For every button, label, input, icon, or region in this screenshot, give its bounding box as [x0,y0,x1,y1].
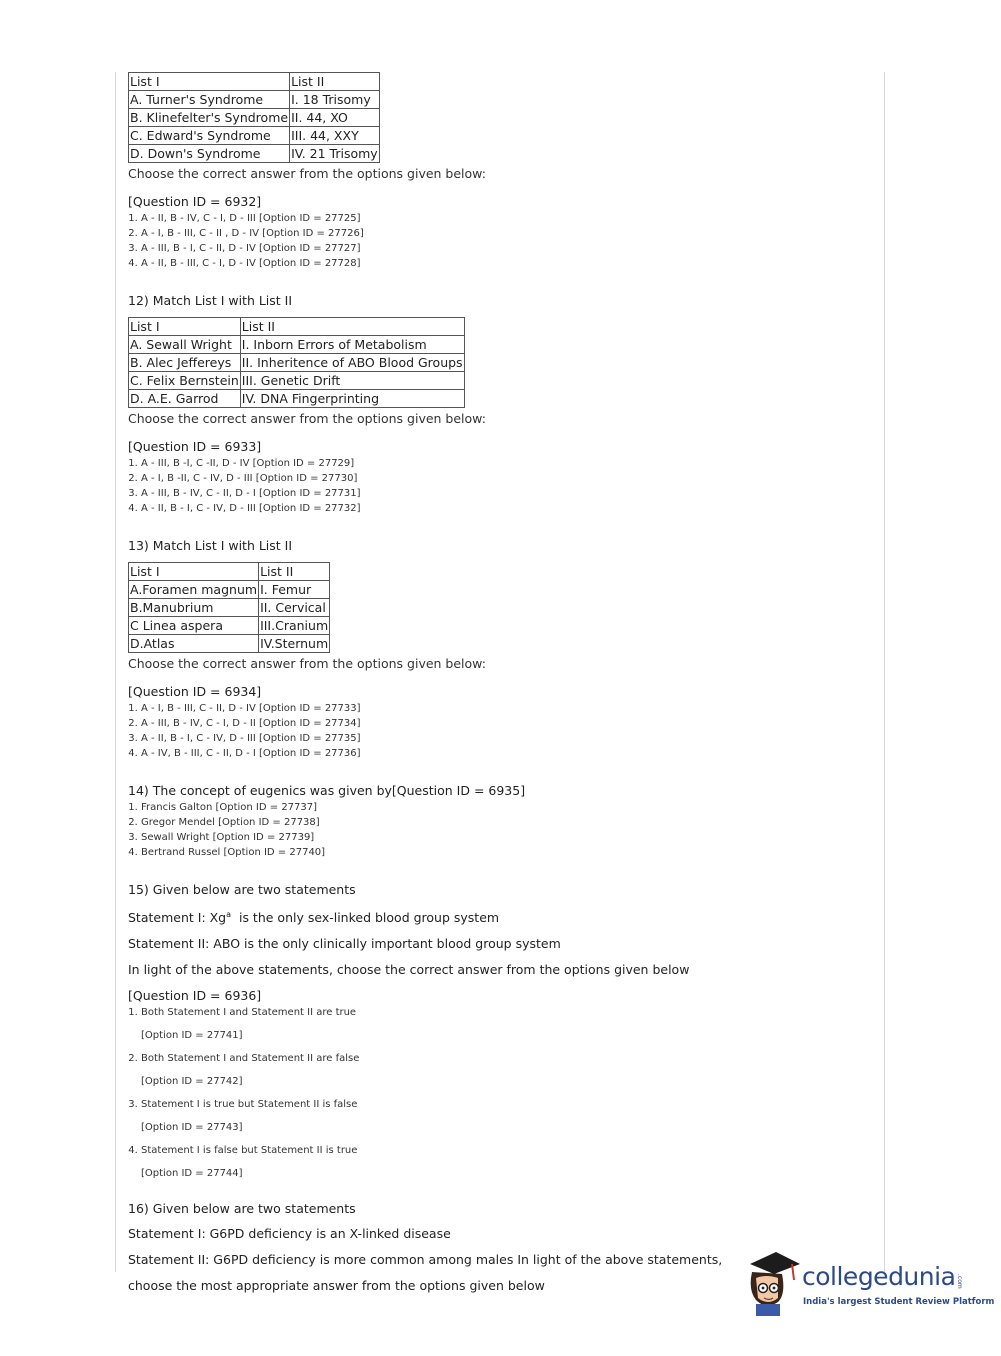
option-item: 4. A - II, B - III, C - I, D - IV [Option ID = 27728] [141,256,874,271]
table-cell: D. A.E. Garrod [129,390,241,408]
option-item [141,1097,874,1135]
table-row [129,145,380,163]
table-cell: II. Inheritence of ABO Blood Groups [241,355,463,370]
q12-choose-instruction: Choose the correct answer from the options given below: [128,411,486,426]
table-cell: B.Manubrium [129,599,259,617]
q11-choose-instruction: Choose the correct answer from the options given below: [128,166,486,181]
option-item: 3. Sewall Wright [Option ID = 27739] [141,830,874,845]
q15-instruction: In light of the above statements, choose the correct answer from the options given below [128,962,690,978]
option-text: Both Statement I and Statement II are true [141,1007,357,1019]
table-cell: IV.Sternum [260,636,329,651]
q15-statement-2: Statement II: ABO is the only clinically important blood group system [128,936,561,952]
option-item [141,1005,874,1043]
q11-match-table [128,72,380,163]
table-cell: List II [240,318,464,336]
option-text: Both Statement I and Statement II are false [141,1053,360,1065]
q11-options [124,211,874,271]
table-cell: I. 18 Trisomy [290,91,380,109]
table-cell: III.Cranium [260,618,329,633]
q16-statement-2: Statement II: G6PD deficiency is more common among males In light of the above statements, [128,1252,723,1268]
q16-statement-3: choose the most appropriate answer from the options given below [128,1278,545,1294]
table-row [129,318,465,336]
table-cell: IV. 21 Trisomy [291,146,378,161]
document-content [124,72,874,1304]
page-left-rule [115,72,116,1272]
option-text: Statement I is false but Statement II is true [141,1145,358,1157]
q11-question-id: [Question ID = 6932] [128,194,262,209]
table-cell: List II [259,563,330,581]
option-item: 1. A - II, B - IV, C - I, D - III [Option ID = 27725] [141,211,874,226]
option-id: [Option ID = 27742] [141,1076,243,1088]
q13-choose-instruction: Choose the correct answer from the options given below: [128,656,486,671]
table-cell: III. 44, XXY [290,127,380,145]
table-cell: C. Edward's Syndrome [129,127,290,145]
table-row [129,73,380,91]
table-cell: A.Foramen magnum [130,582,258,597]
table-row [129,336,465,354]
q13-match-table [128,562,330,653]
table-cell: IV. DNA Fingerprinting [240,390,464,408]
q12-match-table [128,317,465,408]
mascot-icon [742,1250,802,1320]
page-right-rule [884,72,885,1272]
option-item: 1. A - III, B -I, C -II, D - IV [Option ID = 27729] [141,456,874,471]
option-text: Statement I is true but Statement II is false [141,1099,358,1111]
option-item: 3. A - III, B - I, C - II, D - IV [Option ID = 27727] [141,241,874,256]
option-item: 3. A - II, B - I, C - IV, D - III [Option ID = 27735] [141,731,874,746]
option-item: 2. A - I, B -II, C - IV, D - III [Option ID = 27730] [141,471,874,486]
option-id: [Option ID = 27741] [141,1030,243,1042]
option-item: 2. Gregor Mendel [Option ID = 27738] [141,815,874,830]
table-cell: List I [129,318,241,336]
table-row [129,581,330,599]
table-cell: D. Down's Syndrome [129,145,290,163]
table-row [129,599,330,617]
table-cell: B. Alec Jeffereys [129,354,241,372]
table-cell: List I [129,73,290,91]
q12-title: 12) Match List I with List II [128,293,293,308]
q15-statement-1-suffix: is the only sex-linked blood group system [231,910,500,926]
logo-com: .com [956,1274,963,1289]
option-item: 2. A - III, B - IV, C - I, D - II [Option ID = 27734] [141,716,874,731]
table-row [129,372,465,390]
q13-title: 13) Match List I with List II [128,538,293,553]
option-item: 4. A - II, B - I, C - IV, D - III [Option ID = 27732] [141,501,874,516]
logo-name: collegedunia [802,1262,956,1291]
table-cell: I. Inborn Errors of Metabolism [240,336,464,354]
table-row [129,109,380,127]
table-cell: II. Cervical [259,599,330,617]
table-cell: C Linea aspera [129,617,259,635]
table-cell: I. Femur [259,581,330,599]
table-cell: C. Felix Bernstein [130,373,239,388]
table-cell: List I [129,563,259,581]
option-item: 4. Bertrand Russel [Option ID = 27740] [141,845,874,860]
q15-statement-1-sup: a [226,910,232,919]
q14-title: 14) The concept of eugenics was given by[Question ID = 6935] [128,783,526,798]
option-item: 2. A - I, B - III, C - II , D - IV [Option ID = 27726] [141,226,874,241]
option-item [141,1143,874,1181]
q16-title: 16) Given below are two statements [128,1201,356,1217]
q16-statement-1: Statement I: G6PD deficiency is an X-linked disease [128,1226,451,1242]
q15-options [124,1005,874,1181]
q15-statement-1-prefix: Statement I: Xg [128,910,227,926]
table-cell: II. 44, XO [290,109,380,127]
option-item: 1. A - I, B - III, C - II, D - IV [Option ID = 27733] [141,701,874,716]
option-item: 3. A - III, B - IV, C - II, D - I [Option ID = 27731] [141,486,874,501]
table-cell: B. Klinefelter's Syndrome [130,110,289,125]
table-row [129,563,330,581]
table-row [129,617,330,635]
table-cell: A. Turner's Syndrome [129,91,290,109]
q13-question-id: [Question ID = 6934] [128,684,262,699]
table-row [129,635,330,653]
table-cell: List II [290,73,380,91]
option-item [141,1051,874,1089]
table-cell: III. Genetic Drift [240,372,464,390]
option-item: 1. Francis Galton [Option ID = 27737] [141,800,874,815]
option-item: 4. A - IV, B - III, C - II, D - I [Option ID = 27736] [141,746,874,761]
option-id: [Option ID = 27743] [141,1122,243,1134]
q12-options [124,456,874,516]
q13-options [124,701,874,761]
table-row [129,127,380,145]
logo-tagline: India's largest Student Review Platform [803,1297,995,1307]
table-row [129,354,465,372]
q12-question-id: [Question ID = 6933] [128,439,262,454]
table-row [129,390,465,408]
table-cell: D.Atlas [129,635,259,653]
collegedunia-logo [742,1250,995,1320]
q15-statement-1 [128,907,874,926]
table-cell: A. Sewall Wright [129,336,241,354]
option-id: [Option ID = 27744] [141,1168,243,1180]
q15-title: 15) Given below are two statements [128,882,356,897]
table-row [129,91,380,109]
q14-options [124,800,874,860]
q15-question-id: [Question ID = 6936] [128,988,262,1004]
